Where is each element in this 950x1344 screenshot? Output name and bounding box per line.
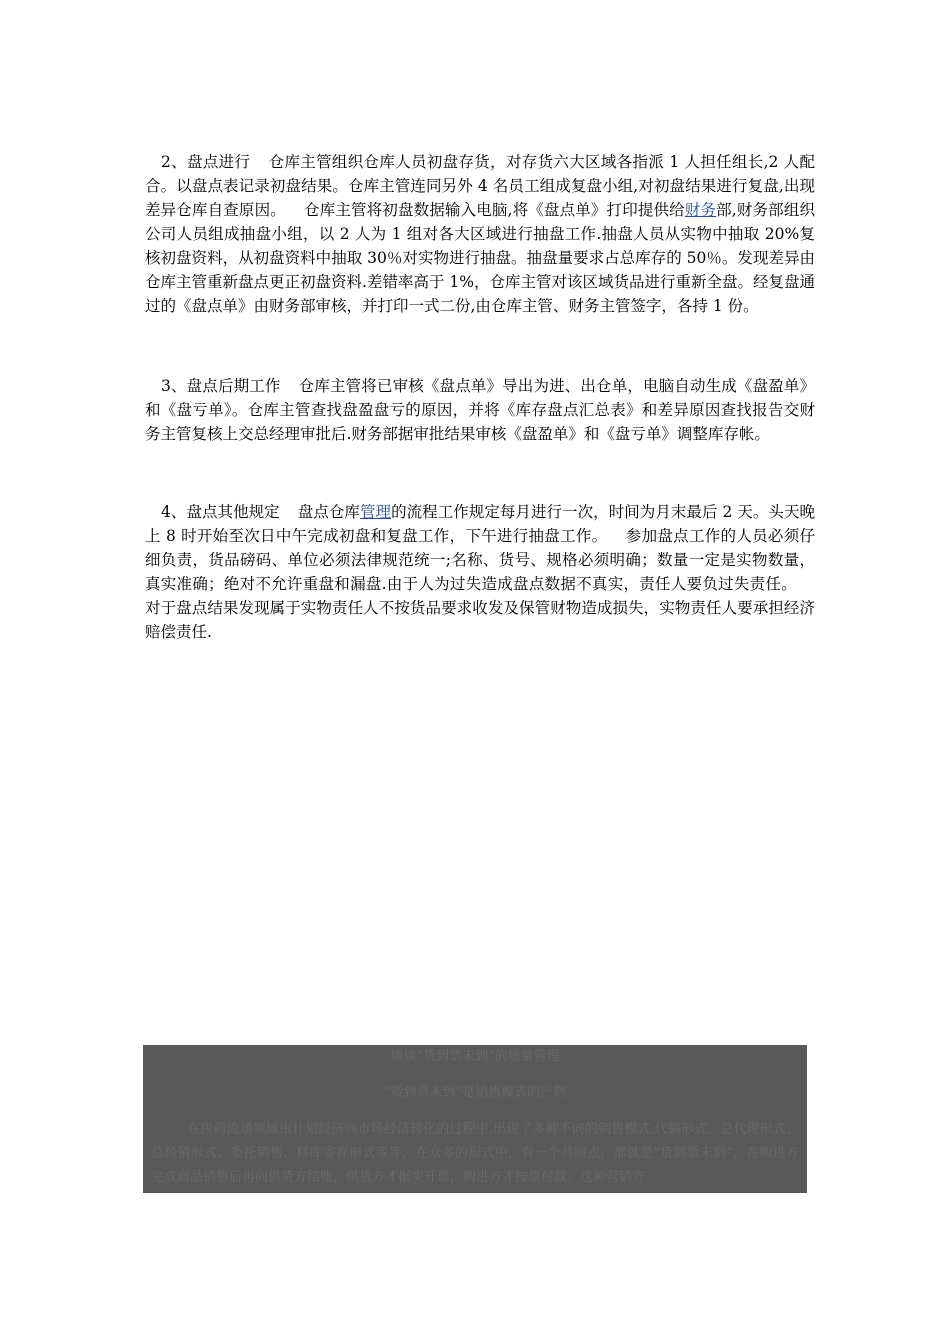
section-3-heading: 3、盘点后期工作	[161, 377, 281, 395]
section-2-text-3: 部,财务部组织公司人员组成抽盘小组，以 2 人为 1 组对各大区域进行抽盘工作.抽盘人员从实物中抽取 20%复核初盘资料，从初盘资料中抽取 30％对实物进行抽盘。抽盘量要求占总库存的 50％。发现差异由仓库主管重新盘点更正初盘资料.差错率高于 1%，仓库主管对该区域货品进行重新全盘。经复盘通过的《盘点单》由财务部审核，并打印一式二份,由仓库主管、财务主管签字，各持 1 份。	[145, 201, 815, 315]
section-2-text-2: 仓库主管将初盘数据输入电脑,将《盘点单》打印提供给	[303, 201, 685, 219]
section-4-text-3: 参加盘点工作的人员必须仔细负责，货品磅码、单位必须法律规范统一;名称、货号、规格必须明确；数量一定是实物数量，真实准确；绝对不允许重盘和漏盘.由于人为过失造成盘点数据不真实，责任人要负过失责任。	[145, 527, 815, 593]
section-2-text-1: 仓库主管组织仓库人员初盘存货，对存货六大区域各指派 1 人担任组长,2 人配合。以盘点表记录初盘结果。仓库主管连同另外 4 名员工组成复盘小组,对初盘结果进行复盘,出现差异仓库自查原因。	[145, 153, 815, 219]
article-title: 谈谈“货到票未到”的质量管理	[390, 1049, 560, 1064]
article-body-text: 在医药流通领域由计划经济向市场经济转化的过程中,出现了多种不同的销售模式,代销形式、总代理形式、总经销形式、委托销售、移库寄存形式等等，在众多的形式中，有一个共同点，那就是“货到票未到”，在购进方完成商品销售后再向供货方结账，供货方才据实开票，购进方才按票付款。这种营销方	[151, 1122, 799, 1185]
section-4-text-4: 对于盘点结果发现属于实物责任人不按货品要求收发及保管财物造成损失，实物责任人要承担经济赔偿责任.	[145, 599, 815, 641]
management-link[interactable]: 管理	[359, 503, 392, 521]
article-body	[151, 1118, 799, 1190]
section-3-text: 仓库主管将已审核《盘点单》导出为进、出仓单，电脑自动生成《盘盈单》和《盘亏单》。仓库主管查找盘盈盘亏的原因，并将《库存盘点汇总表》和差异原因查找报告交财务主管复核上交总经理审批后.财务部据审批结果审核《盘盈单》和《盘亏单》调整库存帐。	[145, 377, 815, 443]
section-4-text-1: 盘点仓库	[297, 503, 360, 521]
section-2-heading: 2、盘点进行	[161, 153, 251, 171]
grey-article-block	[143, 1045, 807, 1193]
article-subtitle: “货到票未到”是销售模式的产物	[383, 1085, 567, 1100]
section-3-paragraph	[145, 374, 815, 446]
section-2-paragraph	[145, 150, 815, 318]
section-4-text-2: 的流程工作规定每月进行一次，时间为月末最后 2 天。头天晚上 8 时开始至次日中午完成初盘和复盘工作，下午进行抽盘工作。	[145, 503, 815, 545]
section-4-paragraph	[145, 500, 815, 644]
section-4-heading: 4、盘点其他规定	[161, 503, 280, 521]
finance-link[interactable]: 财务	[684, 201, 717, 219]
